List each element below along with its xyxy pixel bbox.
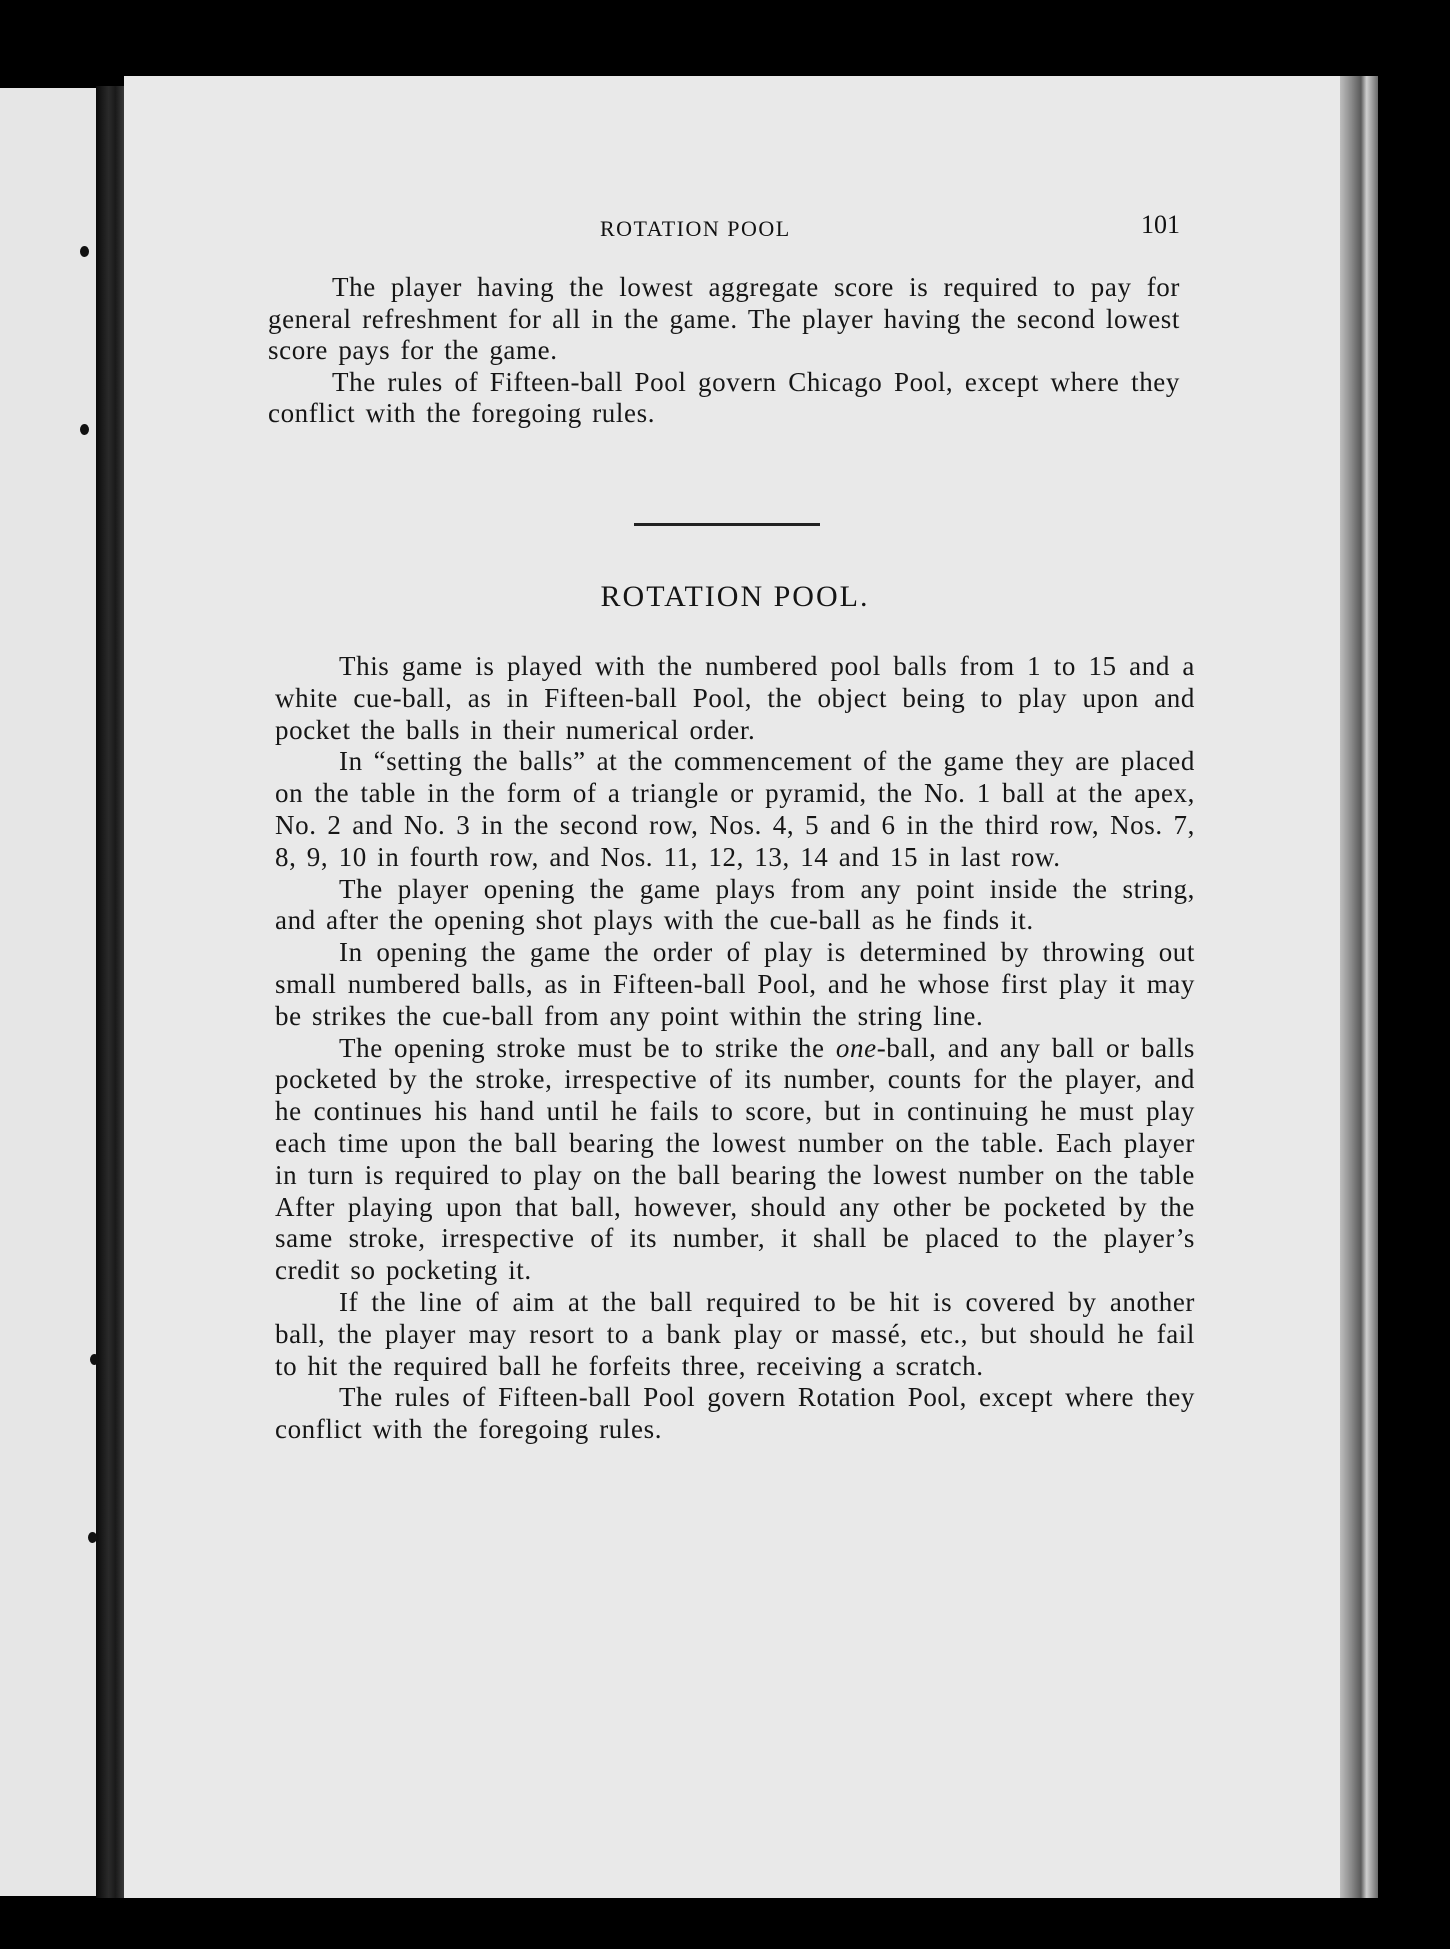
paragraph: This game is played with the numbered pool balls from 1 to 15 and a white cue-ball, as in Fifteen-ball Pool, the object being to play upon and pocket the balls in their numerical order. xyxy=(275,651,1195,745)
facing-page-edge xyxy=(0,88,96,1896)
page-number: 101 xyxy=(1141,210,1180,239)
page-header xyxy=(270,210,1180,250)
opening-stroke-text-end: -ball, and any ball or balls pocketed by the stroke, irrespective of its number, counts for the player, and he continues his hand until he fails to score, but in continuing he must play each time upon the ball bearing the lowest number on the table. Each player in turn is required to play on the ball bearing the lowest number on the table After playing upon that ball, however, should any other be pocketed by the same stroke, irrespective of its number, it shall be placed to the player’s credit so pocketing it. xyxy=(275,1032,1196,1286)
paragraph: The player opening the game plays from any point inside the string, and after the opening shot plays with the cue-ball as he finds it. xyxy=(275,873,1195,936)
section-divider xyxy=(634,523,820,526)
punch-mark xyxy=(80,424,89,435)
opening-stroke-italic-word: one xyxy=(835,1032,877,1063)
rotation-pool-rules xyxy=(275,651,1195,1446)
chicago-pool-conclusion xyxy=(268,272,1180,430)
running-head: ROTATION POOL xyxy=(600,216,791,241)
punch-mark xyxy=(90,1354,99,1365)
punch-mark xyxy=(80,246,89,257)
page-fore-edge xyxy=(1340,76,1378,1898)
paragraph: In opening the game the order of play is determined by throwing out small numbered balls, as in Fifteen-ball Pool, and he whose first play it may be strikes the cue-ball from any point within the string line. xyxy=(275,937,1195,1031)
paragraph: In “setting the balls” at the commencement of the game they are placed on the table in the form of a triangle or pyramid, the No. 1 ball at the apex, No. 2 and No. 3 in the second row, Nos. 4, 5 and 6 in the third row, Nos. 7, 8, 9, 10 in fourth row, and Nos. 11, 12, 13, 14 and 15 in last row. xyxy=(275,746,1195,872)
paragraph: The player having the lowest aggregate score is required to pay for general refreshment for all in the game. The player having the second lowest score pays for the game. xyxy=(268,272,1180,365)
book-binding xyxy=(96,86,124,1898)
section-title: ROTATION POOL. xyxy=(600,580,870,613)
paragraph-opening-stroke xyxy=(275,1033,1195,1287)
opening-stroke-text-start: The opening stroke must be to strike the xyxy=(339,1032,836,1063)
paragraph: If the line of aim at the ball required to be hit is covered by another ball, the player may resort to a bank play or massé, etc., but should he fail to hit the required ball he forfeits three, receiving a scratch. xyxy=(275,1286,1195,1381)
paragraph: The rules of Fifteen-ball Pool govern Chicago Pool, except where they conflict with the foregoing rules. xyxy=(268,366,1180,428)
paragraph: The rules of Fifteen-ball Pool govern Rotation Pool, except where they conflict with the foregoing rules. xyxy=(275,1382,1195,1445)
punch-mark xyxy=(88,1532,97,1543)
